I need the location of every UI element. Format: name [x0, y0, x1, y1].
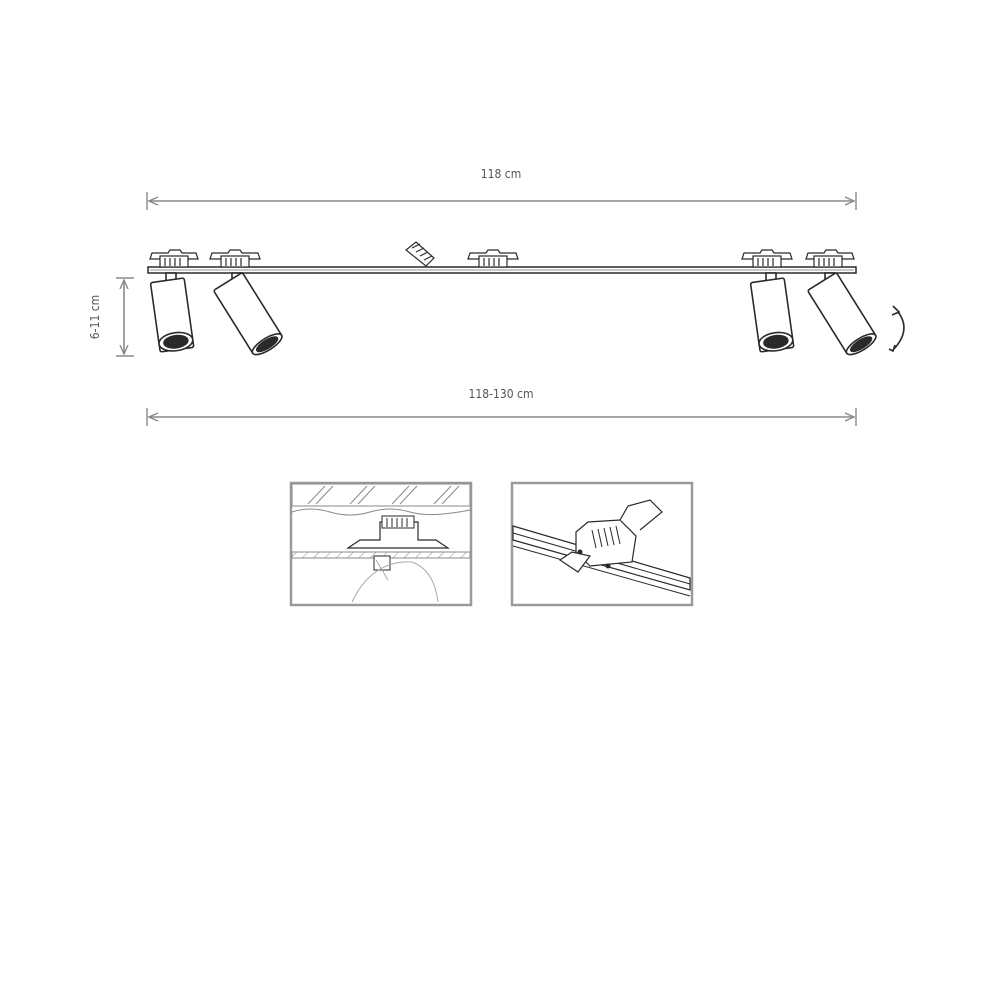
- track-rail: [148, 267, 856, 273]
- power-connector: [406, 242, 434, 266]
- spotlight: [214, 272, 285, 358]
- height-dimension: [88, 278, 134, 356]
- rotation-arrow-icon: [889, 306, 904, 351]
- bottom-width-dimension: [147, 387, 856, 426]
- mounting-clip: [468, 250, 518, 267]
- spotlight: [808, 272, 879, 358]
- spotlight: [750, 273, 794, 353]
- inset-ceiling-mount: [291, 483, 471, 605]
- mounting-clip: [150, 250, 198, 267]
- height-label: 6-11 cm: [88, 294, 102, 340]
- mounting-clip: [806, 250, 854, 267]
- spotlight: [150, 273, 194, 353]
- top-width-dimension: [147, 167, 856, 210]
- mounting-clip: [210, 250, 260, 267]
- mounting-clip: [742, 250, 792, 267]
- bottom-width-label: 118-130 cm: [468, 387, 534, 401]
- inset-rail-connector: [512, 483, 692, 605]
- top-width-label: 118 cm: [480, 167, 522, 181]
